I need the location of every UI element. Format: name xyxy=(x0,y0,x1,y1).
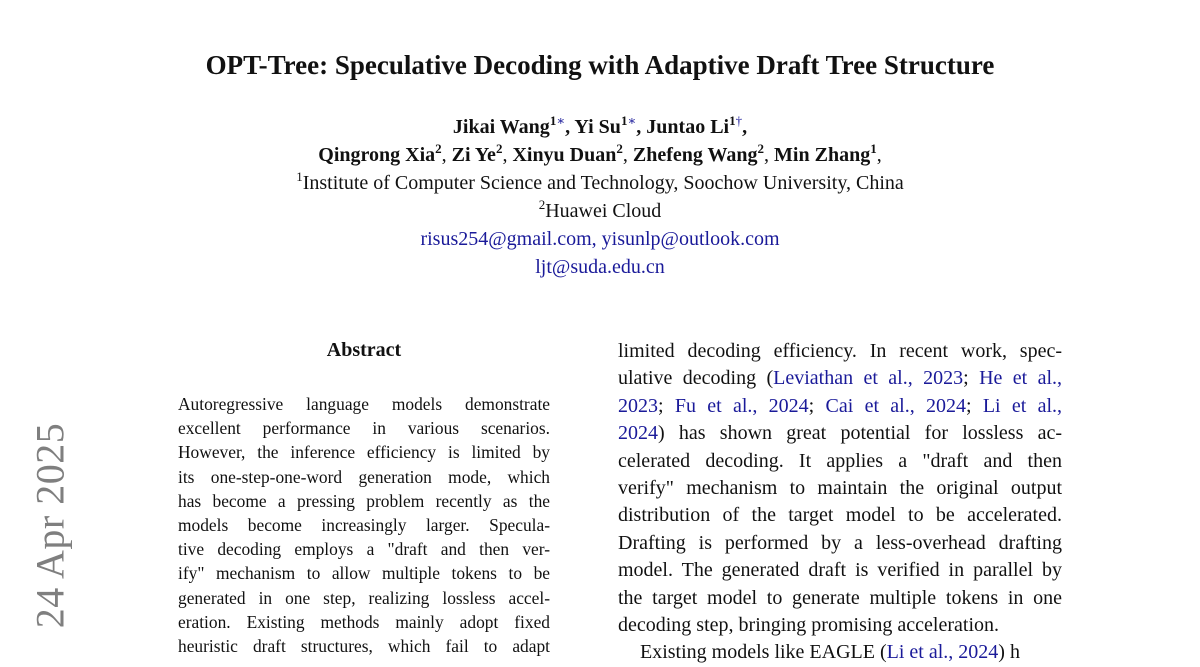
intro-line: ulative decoding (Leviathan et al., 2023; He et al., xyxy=(618,367,1063,390)
citation-link[interactable]: Cai et al., 2024 xyxy=(825,394,966,417)
intro-line: Drafting is performed by a less-overhead drafting xyxy=(618,531,1062,554)
abstract-line: its one-step-one-word generation mode, which xyxy=(178,466,550,487)
abstract-line: However, the inference efficiency is limited by xyxy=(178,442,550,463)
citation-link[interactable]: He et al., xyxy=(979,367,1063,390)
intro-line: limited decoding efficiency. In recent work, spec- xyxy=(618,340,1062,362)
abstract-line: has become a pressing problem recently as the xyxy=(178,490,550,511)
author-name: Juntao Li xyxy=(646,116,730,138)
intro-line: celerated decoding. It applies a "draft and then xyxy=(618,449,1062,472)
citation-link[interactable]: 2024 xyxy=(618,422,658,445)
intro-line: verify" mechanism to maintain the original output xyxy=(618,477,1062,500)
abstract-heading: Abstract xyxy=(326,339,402,361)
intro-line: 2023; Fu et al., 2024; Cai et al., 2024; Li et al., xyxy=(618,394,1063,417)
equal-contribution-mark[interactable]: ∗ xyxy=(627,113,637,128)
abstract-line: excellent performance in various scenarios. xyxy=(178,418,550,439)
author-name: Xinyu Duan xyxy=(512,144,617,166)
paper-title: OPT-Tree: Speculative Decoding with Adaptive Draft Tree Structure xyxy=(205,50,995,80)
affiliation-1: $^1$Institute of Computer Science and Technology, Soochow University, China xyxy=(296,169,904,194)
email-line-2 xyxy=(0,253,1200,281)
corresponding-author-mark[interactable]: † xyxy=(735,113,743,128)
affiliation-2: $^2$Huawei Cloud xyxy=(538,197,662,222)
abstract-line: heuristic draft structures, which fail to adapt xyxy=(178,636,550,657)
intro-column xyxy=(618,338,1062,667)
abstract-line: eration. Existing methods mainly adopt fixed xyxy=(178,611,550,632)
abstract-body xyxy=(178,392,550,658)
citation-link[interactable]: 2023 xyxy=(618,394,658,417)
intro-line: Existing models like EAGLE (Li et al., 2024) h xyxy=(640,641,1020,664)
equal-contribution-mark[interactable]: ∗ xyxy=(556,113,566,128)
author-name: Zhefeng Wang xyxy=(632,144,758,166)
abstract-line: generated in one step, realizing lossless accel- xyxy=(178,587,550,608)
citation-link[interactable]: Leviathan et al., 2023 xyxy=(773,367,964,390)
arxiv-date-text: 24 Apr 2025 xyxy=(27,422,73,628)
abstract-line: models become increasingly larger. Specula- xyxy=(178,515,550,536)
author-name: Yi Su xyxy=(574,116,621,138)
email-link[interactable]: risus254@gmail.com xyxy=(420,228,592,250)
email-link[interactable]: yisunlp@outlook.com xyxy=(601,228,780,250)
intro-line: distribution of the target model to be accelerated. xyxy=(618,504,1062,527)
citation-link[interactable]: Li et al., 2024 xyxy=(886,641,999,664)
author-name: Zi Ye xyxy=(451,144,496,166)
email-link[interactable]: ljt@suda.edu.cn xyxy=(535,256,665,278)
intro-line: model. The generated draft is verified in parallel by xyxy=(618,559,1062,582)
arxiv-date-stamp xyxy=(28,420,72,630)
email-line-1: risus254@gmail.com, yisunlp@outlook.com xyxy=(420,228,780,250)
abstract-line: Autoregressive language models demonstrate xyxy=(178,394,550,414)
intro-line: the target model to generate multiple tokens in one xyxy=(618,586,1062,609)
author-name: Qingrong Xia xyxy=(318,144,436,166)
citation-link[interactable]: Fu et al., 2024 xyxy=(674,394,809,417)
author-line-1: Jikai Wang$^{1∗}$, Yi $Su^{1∗}$, Juntao $Li^{1\dagger}$, xyxy=(452,113,748,138)
intro-line: 2024) has shown great potential for lossless ac- xyxy=(618,422,1062,445)
author-name: Jikai Wang xyxy=(452,116,550,138)
intro-line: decoding step, bringing promising acceleration. xyxy=(618,614,1000,637)
abstract-line: tive decoding employs a "draft and then ver- xyxy=(178,539,550,560)
author-name: Min Zhang xyxy=(774,144,871,166)
citation-link[interactable]: Li et al., xyxy=(982,394,1063,417)
abstract-line: ify" mechanism to allow multiple tokens to be xyxy=(178,563,550,584)
author-block xyxy=(0,113,1200,281)
author-line-2: Qingrong Xia$^2$, Zi Ye$^2$, Xinyu Duan$^2$, Zhefeng Wang$^2$, Min Zhang$^1$, xyxy=(318,141,882,166)
